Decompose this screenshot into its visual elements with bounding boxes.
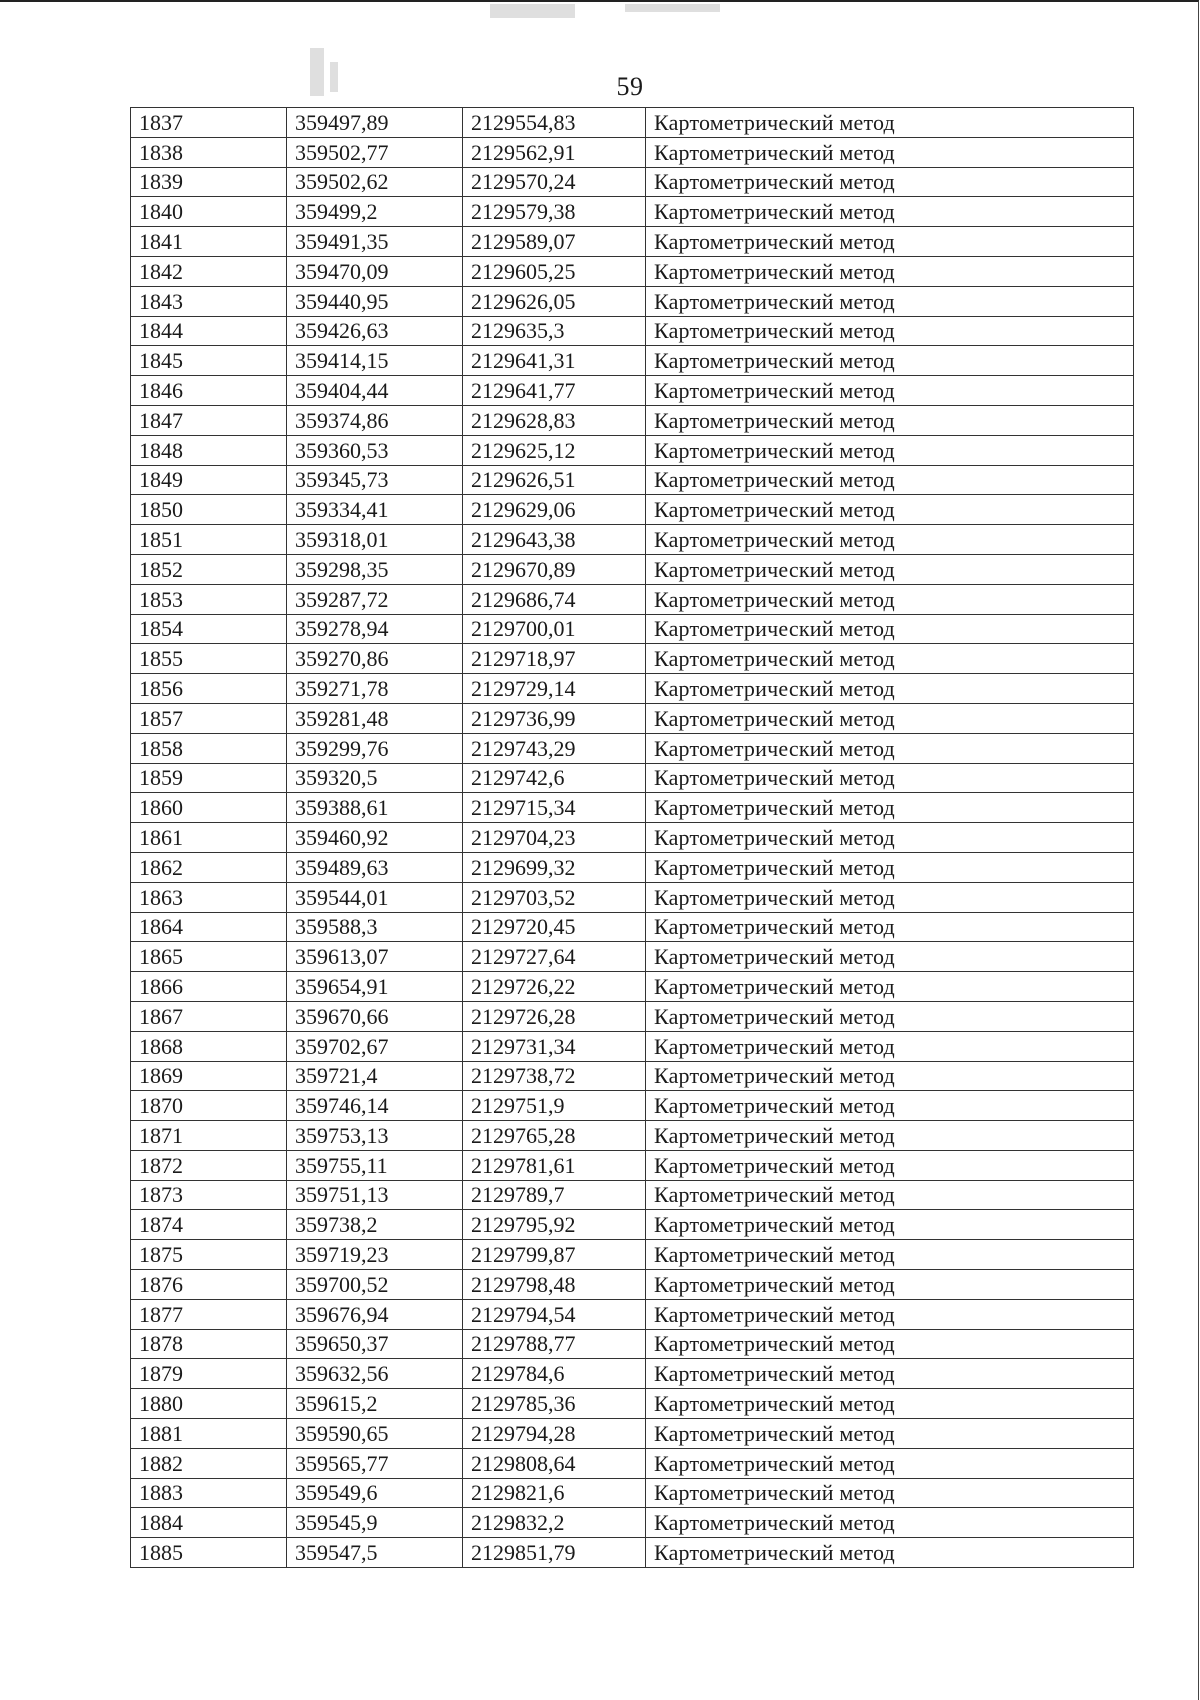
point-number-cell: 1885	[131, 1538, 287, 1568]
method-cell: Картометрический метод	[646, 1478, 1134, 1508]
y-coordinate-cell: 2129784,6	[463, 1359, 646, 1389]
y-coordinate-cell: 2129629,06	[463, 495, 646, 525]
point-number-cell: 1843	[131, 286, 287, 316]
table-row	[131, 584, 1134, 614]
table-row	[131, 1270, 1134, 1300]
table-row	[131, 942, 1134, 972]
method-cell: Картометрический метод	[646, 1121, 1134, 1151]
table-row	[131, 1419, 1134, 1449]
point-number-cell: 1855	[131, 644, 287, 674]
point-number-cell: 1882	[131, 1448, 287, 1478]
table-row	[131, 1210, 1134, 1240]
method-cell: Картометрический метод	[646, 1270, 1134, 1300]
method-cell: Картометрический метод	[646, 1389, 1134, 1419]
point-number-cell: 1854	[131, 614, 287, 644]
method-cell: Картометрический метод	[646, 167, 1134, 197]
x-coordinate-cell: 359632,56	[287, 1359, 463, 1389]
method-cell: Картометрический метод	[646, 1419, 1134, 1449]
table-row	[131, 852, 1134, 882]
method-cell: Картометрический метод	[646, 763, 1134, 793]
point-number-cell: 1860	[131, 793, 287, 823]
table-row	[131, 1001, 1134, 1031]
table-row	[131, 1329, 1134, 1359]
y-coordinate-cell: 2129851,79	[463, 1538, 646, 1568]
x-coordinate-cell: 359676,94	[287, 1299, 463, 1329]
x-coordinate-cell: 359281,48	[287, 703, 463, 733]
y-coordinate-cell: 2129727,64	[463, 942, 646, 972]
method-cell: Картометрический метод	[646, 703, 1134, 733]
y-coordinate-cell: 2129635,3	[463, 316, 646, 346]
y-coordinate-cell: 2129605,25	[463, 256, 646, 286]
method-cell: Картометрический метод	[646, 584, 1134, 614]
point-number-cell: 1839	[131, 167, 287, 197]
scan-artifact	[625, 4, 720, 12]
point-number-cell: 1857	[131, 703, 287, 733]
method-cell: Картометрический метод	[646, 405, 1134, 435]
table-row	[131, 912, 1134, 942]
y-coordinate-cell: 2129641,31	[463, 346, 646, 376]
point-number-cell: 1849	[131, 465, 287, 495]
x-coordinate-cell: 359318,01	[287, 525, 463, 555]
y-coordinate-cell: 2129643,38	[463, 525, 646, 555]
y-coordinate-cell: 2129626,51	[463, 465, 646, 495]
y-coordinate-cell: 2129670,89	[463, 554, 646, 584]
table-row	[131, 256, 1134, 286]
table-row	[131, 405, 1134, 435]
method-cell: Картометрический метод	[646, 256, 1134, 286]
point-number-cell: 1845	[131, 346, 287, 376]
table-row	[131, 644, 1134, 674]
x-coordinate-cell: 359544,01	[287, 882, 463, 912]
method-cell: Картометрический метод	[646, 1240, 1134, 1270]
table-row	[131, 1448, 1134, 1478]
y-coordinate-cell: 2129579,38	[463, 197, 646, 227]
y-coordinate-cell: 2129781,61	[463, 1150, 646, 1180]
point-number-cell: 1844	[131, 316, 287, 346]
point-number-cell: 1878	[131, 1329, 287, 1359]
x-coordinate-cell: 359654,91	[287, 972, 463, 1002]
point-number-cell: 1883	[131, 1478, 287, 1508]
table-row	[131, 882, 1134, 912]
point-number-cell: 1856	[131, 674, 287, 704]
x-coordinate-cell: 359299,76	[287, 733, 463, 763]
y-coordinate-cell: 2129703,52	[463, 882, 646, 912]
method-cell: Картометрический метод	[646, 614, 1134, 644]
point-number-cell: 1874	[131, 1210, 287, 1240]
table-row	[131, 733, 1134, 763]
point-number-cell: 1859	[131, 763, 287, 793]
scan-artifact	[330, 62, 338, 92]
table-row	[131, 435, 1134, 465]
table-row	[131, 793, 1134, 823]
table-row	[131, 1061, 1134, 1091]
x-coordinate-cell: 359590,65	[287, 1419, 463, 1449]
method-cell: Картометрический метод	[646, 1448, 1134, 1478]
method-cell: Картометрический метод	[646, 435, 1134, 465]
point-number-cell: 1846	[131, 376, 287, 406]
table-row	[131, 346, 1134, 376]
x-coordinate-cell: 359670,66	[287, 1001, 463, 1031]
y-coordinate-cell: 2129795,92	[463, 1210, 646, 1240]
point-number-cell: 1877	[131, 1299, 287, 1329]
point-number-cell: 1869	[131, 1061, 287, 1091]
x-coordinate-cell: 359334,41	[287, 495, 463, 525]
method-cell: Картометрический метод	[646, 1091, 1134, 1121]
table-row	[131, 1121, 1134, 1151]
table-row	[131, 227, 1134, 257]
method-cell: Картометрический метод	[646, 644, 1134, 674]
point-number-cell: 1837	[131, 108, 287, 138]
x-coordinate-cell: 359502,62	[287, 167, 463, 197]
point-number-cell: 1879	[131, 1359, 287, 1389]
table-row	[131, 465, 1134, 495]
method-cell: Картометрический метод	[646, 525, 1134, 555]
y-coordinate-cell: 2129641,77	[463, 376, 646, 406]
table-row	[131, 554, 1134, 584]
method-cell: Картометрический метод	[646, 1061, 1134, 1091]
method-cell: Картометрический метод	[646, 733, 1134, 763]
x-coordinate-cell: 359721,4	[287, 1061, 463, 1091]
y-coordinate-cell: 2129715,34	[463, 793, 646, 823]
method-cell: Картометрический метод	[646, 137, 1134, 167]
x-coordinate-cell: 359753,13	[287, 1121, 463, 1151]
y-coordinate-cell: 2129808,64	[463, 1448, 646, 1478]
point-number-cell: 1865	[131, 942, 287, 972]
y-coordinate-cell: 2129765,28	[463, 1121, 646, 1151]
y-coordinate-cell: 2129562,91	[463, 137, 646, 167]
x-coordinate-cell: 359440,95	[287, 286, 463, 316]
y-coordinate-cell: 2129700,01	[463, 614, 646, 644]
y-coordinate-cell: 2129794,28	[463, 1419, 646, 1449]
point-number-cell: 1838	[131, 137, 287, 167]
method-cell: Картометрический метод	[646, 1180, 1134, 1210]
method-cell: Картометрический метод	[646, 972, 1134, 1002]
y-coordinate-cell: 2129726,22	[463, 972, 646, 1002]
x-coordinate-cell: 359470,09	[287, 256, 463, 286]
point-number-cell: 1851	[131, 525, 287, 555]
x-coordinate-cell: 359414,15	[287, 346, 463, 376]
table-row	[131, 197, 1134, 227]
point-number-cell: 1863	[131, 882, 287, 912]
point-number-cell: 1868	[131, 1031, 287, 1061]
point-number-cell: 1884	[131, 1508, 287, 1538]
point-number-cell: 1853	[131, 584, 287, 614]
y-coordinate-cell: 2129736,99	[463, 703, 646, 733]
point-number-cell: 1873	[131, 1180, 287, 1210]
method-cell: Картометрический метод	[646, 1359, 1134, 1389]
x-coordinate-cell: 359547,5	[287, 1538, 463, 1568]
scan-artifact	[490, 4, 575, 18]
table-row	[131, 1389, 1134, 1419]
y-coordinate-cell: 2129686,74	[463, 584, 646, 614]
table-row	[131, 1031, 1134, 1061]
point-number-cell: 1867	[131, 1001, 287, 1031]
table-row	[131, 1508, 1134, 1538]
point-number-cell: 1848	[131, 435, 287, 465]
method-cell: Картометрический метод	[646, 1210, 1134, 1240]
method-cell: Картометрический метод	[646, 1150, 1134, 1180]
point-number-cell: 1840	[131, 197, 287, 227]
table-row	[131, 703, 1134, 733]
point-number-cell: 1861	[131, 823, 287, 853]
point-number-cell: 1842	[131, 256, 287, 286]
x-coordinate-cell: 359374,86	[287, 405, 463, 435]
table-row	[131, 137, 1134, 167]
point-number-cell: 1858	[131, 733, 287, 763]
y-coordinate-cell: 2129798,48	[463, 1270, 646, 1300]
table-row	[131, 823, 1134, 853]
point-number-cell: 1872	[131, 1150, 287, 1180]
x-coordinate-cell: 359746,14	[287, 1091, 463, 1121]
table-row	[131, 525, 1134, 555]
table-row	[131, 1478, 1134, 1508]
point-number-cell: 1870	[131, 1091, 287, 1121]
table-row	[131, 1359, 1134, 1389]
y-coordinate-cell: 2129718,97	[463, 644, 646, 674]
method-cell: Картометрический метод	[646, 823, 1134, 853]
point-number-cell: 1881	[131, 1419, 287, 1449]
x-coordinate-cell: 359298,35	[287, 554, 463, 584]
point-number-cell: 1876	[131, 1270, 287, 1300]
y-coordinate-cell: 2129832,2	[463, 1508, 646, 1538]
x-coordinate-cell: 359320,5	[287, 763, 463, 793]
point-number-cell: 1852	[131, 554, 287, 584]
y-coordinate-cell: 2129554,83	[463, 108, 646, 138]
y-coordinate-cell: 2129742,6	[463, 763, 646, 793]
y-coordinate-cell: 2129589,07	[463, 227, 646, 257]
coordinates-table	[130, 107, 1134, 1568]
y-coordinate-cell: 2129821,6	[463, 1478, 646, 1508]
x-coordinate-cell: 359499,2	[287, 197, 463, 227]
x-coordinate-cell: 359360,53	[287, 435, 463, 465]
x-coordinate-cell: 359278,94	[287, 614, 463, 644]
x-coordinate-cell: 359426,63	[287, 316, 463, 346]
method-cell: Картометрический метод	[646, 108, 1134, 138]
table-row	[131, 376, 1134, 406]
table-row	[131, 1150, 1134, 1180]
method-cell: Картометрический метод	[646, 942, 1134, 972]
x-coordinate-cell: 359404,44	[287, 376, 463, 406]
x-coordinate-cell: 359738,2	[287, 1210, 463, 1240]
y-coordinate-cell: 2129743,29	[463, 733, 646, 763]
y-coordinate-cell: 2129625,12	[463, 435, 646, 465]
table-row	[131, 972, 1134, 1002]
y-coordinate-cell: 2129704,23	[463, 823, 646, 853]
method-cell: Картометрический метод	[646, 495, 1134, 525]
table-row	[131, 108, 1134, 138]
table-row	[131, 286, 1134, 316]
y-coordinate-cell: 2129738,72	[463, 1061, 646, 1091]
method-cell: Картометрический метод	[646, 227, 1134, 257]
x-coordinate-cell: 359271,78	[287, 674, 463, 704]
x-coordinate-cell: 359613,07	[287, 942, 463, 972]
point-number-cell: 1864	[131, 912, 287, 942]
method-cell: Картометрический метод	[646, 912, 1134, 942]
x-coordinate-cell: 359345,73	[287, 465, 463, 495]
point-number-cell: 1880	[131, 1389, 287, 1419]
method-cell: Картометрический метод	[646, 793, 1134, 823]
x-coordinate-cell: 359588,3	[287, 912, 463, 942]
x-coordinate-cell: 359388,61	[287, 793, 463, 823]
method-cell: Картометрический метод	[646, 1329, 1134, 1359]
x-coordinate-cell: 359489,63	[287, 852, 463, 882]
x-coordinate-cell: 359270,86	[287, 644, 463, 674]
point-number-cell: 1841	[131, 227, 287, 257]
table-row	[131, 495, 1134, 525]
y-coordinate-cell: 2129729,14	[463, 674, 646, 704]
x-coordinate-cell: 359502,77	[287, 137, 463, 167]
x-coordinate-cell: 359615,2	[287, 1389, 463, 1419]
table-row	[131, 1180, 1134, 1210]
x-coordinate-cell: 359719,23	[287, 1240, 463, 1270]
y-coordinate-cell: 2129570,24	[463, 167, 646, 197]
x-coordinate-cell: 359287,72	[287, 584, 463, 614]
method-cell: Картометрический метод	[646, 1299, 1134, 1329]
method-cell: Картометрический метод	[646, 1001, 1134, 1031]
y-coordinate-cell: 2129785,36	[463, 1389, 646, 1419]
table-row	[131, 316, 1134, 346]
method-cell: Картометрический метод	[646, 286, 1134, 316]
method-cell: Картометрический метод	[646, 882, 1134, 912]
point-number-cell: 1862	[131, 852, 287, 882]
method-cell: Картометрический метод	[646, 376, 1134, 406]
method-cell: Картометрический метод	[646, 1508, 1134, 1538]
y-coordinate-cell: 2129794,54	[463, 1299, 646, 1329]
x-coordinate-cell: 359702,67	[287, 1031, 463, 1061]
y-coordinate-cell: 2129789,7	[463, 1180, 646, 1210]
table-row	[131, 1538, 1134, 1568]
method-cell: Картометрический метод	[646, 554, 1134, 584]
point-number-cell: 1871	[131, 1121, 287, 1151]
x-coordinate-cell: 359491,35	[287, 227, 463, 257]
table-row	[131, 1299, 1134, 1329]
coordinates-table-body	[131, 108, 1134, 1568]
x-coordinate-cell: 359565,77	[287, 1448, 463, 1478]
y-coordinate-cell: 2129720,45	[463, 912, 646, 942]
y-coordinate-cell: 2129726,28	[463, 1001, 646, 1031]
point-number-cell: 1847	[131, 405, 287, 435]
x-coordinate-cell: 359460,92	[287, 823, 463, 853]
method-cell: Картометрический метод	[646, 346, 1134, 376]
x-coordinate-cell: 359755,11	[287, 1150, 463, 1180]
method-cell: Картометрический метод	[646, 674, 1134, 704]
x-coordinate-cell: 359549,6	[287, 1478, 463, 1508]
table-row	[131, 1240, 1134, 1270]
table-row	[131, 763, 1134, 793]
method-cell: Картометрический метод	[646, 197, 1134, 227]
y-coordinate-cell: 2129731,34	[463, 1031, 646, 1061]
y-coordinate-cell: 2129626,05	[463, 286, 646, 316]
x-coordinate-cell: 359497,89	[287, 108, 463, 138]
y-coordinate-cell: 2129799,87	[463, 1240, 646, 1270]
point-number-cell: 1875	[131, 1240, 287, 1270]
x-coordinate-cell: 359545,9	[287, 1508, 463, 1538]
table-row	[131, 674, 1134, 704]
y-coordinate-cell: 2129751,9	[463, 1091, 646, 1121]
y-coordinate-cell: 2129699,32	[463, 852, 646, 882]
table-row	[131, 167, 1134, 197]
table-row	[131, 614, 1134, 644]
y-coordinate-cell: 2129788,77	[463, 1329, 646, 1359]
table-row	[131, 1091, 1134, 1121]
point-number-cell: 1850	[131, 495, 287, 525]
method-cell: Картометрический метод	[646, 316, 1134, 346]
page-number: 59	[616, 72, 644, 101]
x-coordinate-cell: 359700,52	[287, 1270, 463, 1300]
method-cell: Картометрический метод	[646, 465, 1134, 495]
scan-artifact	[310, 48, 324, 96]
method-cell: Картометрический метод	[646, 1538, 1134, 1568]
x-coordinate-cell: 359751,13	[287, 1180, 463, 1210]
x-coordinate-cell: 359650,37	[287, 1329, 463, 1359]
point-number-cell: 1866	[131, 972, 287, 1002]
method-cell: Картометрический метод	[646, 1031, 1134, 1061]
method-cell: Картометрический метод	[646, 852, 1134, 882]
y-coordinate-cell: 2129628,83	[463, 405, 646, 435]
